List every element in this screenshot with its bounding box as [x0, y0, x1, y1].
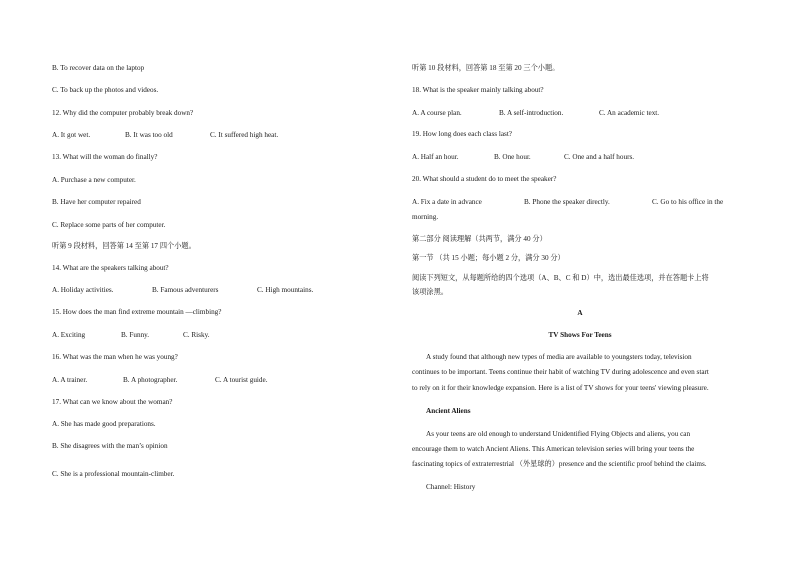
paragraph-1-line-1: A study found that although new types of media are available to youngsters today, television — [426, 353, 692, 361]
paragraph-1-line-3: to rely on it for their knowledge expansion. Here is a list of TV shows for your teens' viewing pleasure. — [412, 384, 709, 392]
q20-option-c-continuation: morning. — [412, 213, 439, 221]
paragraph-2-line-2: encourage them to watch Ancient Aliens. This American television series will bring your teens the — [412, 445, 695, 453]
q20-option-c: C. Go to his office in the — [652, 198, 724, 206]
q20-option-a: A. Fix a date in advance — [412, 198, 482, 206]
q17-option-c: C. She is a professional mountain-climber. — [52, 470, 175, 478]
subheading-ancient-aliens: Ancient Aliens — [426, 407, 471, 415]
q19-option-b: B. One hour. — [494, 153, 531, 161]
q18-option-a: A. A course plan. — [412, 109, 462, 117]
q11-option-b: B. To recover data on the laptop — [52, 64, 145, 72]
paragraph-1-line-2: continues to be important. Teens continue their habit of watching TV during adolescence and even start — [412, 368, 709, 376]
q13-option-c: C. Replace some parts of her computer. — [52, 221, 166, 229]
q18-stem: 18. What is the speaker mainly talking about? — [412, 86, 544, 94]
q16-stem: 16. What was the man when he was young? — [52, 353, 178, 361]
q20-stem: 20. What should a student do to meet the speaker? — [412, 175, 557, 183]
q17-option-b: B. She disagrees with the man’s opinion — [52, 442, 168, 450]
q17-option-a: A. She has made good preparations. — [52, 420, 156, 428]
instructions-line-2: 该项涂黑。 — [412, 288, 448, 296]
q15-option-b: B. Funny. — [121, 331, 150, 339]
q18-option-c: C. An academic text. — [599, 109, 660, 117]
q13-stem: 13. What will the woman do finally? — [52, 153, 158, 161]
q14-option-a: A. Holiday activities. — [52, 286, 114, 294]
q14-option-c: C. High mountains. — [257, 286, 314, 294]
q20-option-b: B. Phone the speaker directly. — [524, 198, 610, 206]
instructions-line-1: 阅读下列短文，从每题所给的四个选项（A、B、C 和 D）中，选出最佳选项，并在答题卡上将 — [412, 274, 709, 282]
q14-option-b: B. Famous adventurers — [152, 286, 219, 294]
q13-option-b: B. Have her computer repaired — [52, 198, 141, 206]
section-9-instruction: 听第 9 段材料，回答第 14 至第 17 四个小题。 — [52, 242, 196, 250]
q12-option-c: C. It suffered high heat. — [210, 131, 279, 139]
q12-option-b: B. It was too old — [125, 131, 173, 139]
q14-stem: 14. What are the speakers talking about? — [52, 264, 169, 272]
q15-option-a: A. Exciting — [52, 331, 86, 339]
q19-option-a: A. Half an hour. — [412, 153, 459, 161]
q11-option-c: C. To back up the photos and videos. — [52, 86, 159, 94]
q17-stem: 17. What can we know about the woman? — [52, 398, 173, 406]
q18-option-b: B. A self-introduction. — [499, 109, 564, 117]
section-10-instruction: 听第 10 段材料，回答第 18 至第 20 三个小题。 — [412, 64, 560, 72]
q12-stem: 12. Why did the computer probably break down? — [52, 109, 194, 117]
paragraph-2-line-1: As your teens are old enough to understand Unidentified Flying Objects and aliens, you can — [426, 430, 691, 438]
q15-stem: 15. How does the man find extreme mountain —climbing? — [52, 308, 222, 316]
channel-line: Channel: History — [426, 483, 476, 491]
q19-stem: 19. How long does each class last? — [412, 130, 513, 138]
q12-option-a: A. It got wet. — [52, 131, 91, 139]
q16-option-b: B. A photographer. — [123, 376, 178, 384]
q16-option-c: C. A tourist guide. — [215, 376, 268, 384]
section-1-title: 第一节 （共 15 小题；每小题 2 分，满分 30 分） — [412, 254, 565, 262]
q13-option-a: A. Purchase a new computer. — [52, 176, 136, 184]
part-2-title: 第二部分 阅读理解（共两节，满分 40 分） — [412, 235, 547, 243]
q16-option-a: A. A trainer. — [52, 376, 88, 384]
paragraph-2-line-3: fascinating topics of extraterrestrial （外星球的）presence and the scientific proof behind the claims. — [412, 460, 707, 468]
passage-letter: A — [577, 309, 583, 317]
passage-title: TV Shows For Teens — [548, 331, 612, 339]
q19-option-c: C. One and a half hours. — [564, 153, 635, 161]
q15-option-c: C. Risky. — [183, 331, 210, 339]
